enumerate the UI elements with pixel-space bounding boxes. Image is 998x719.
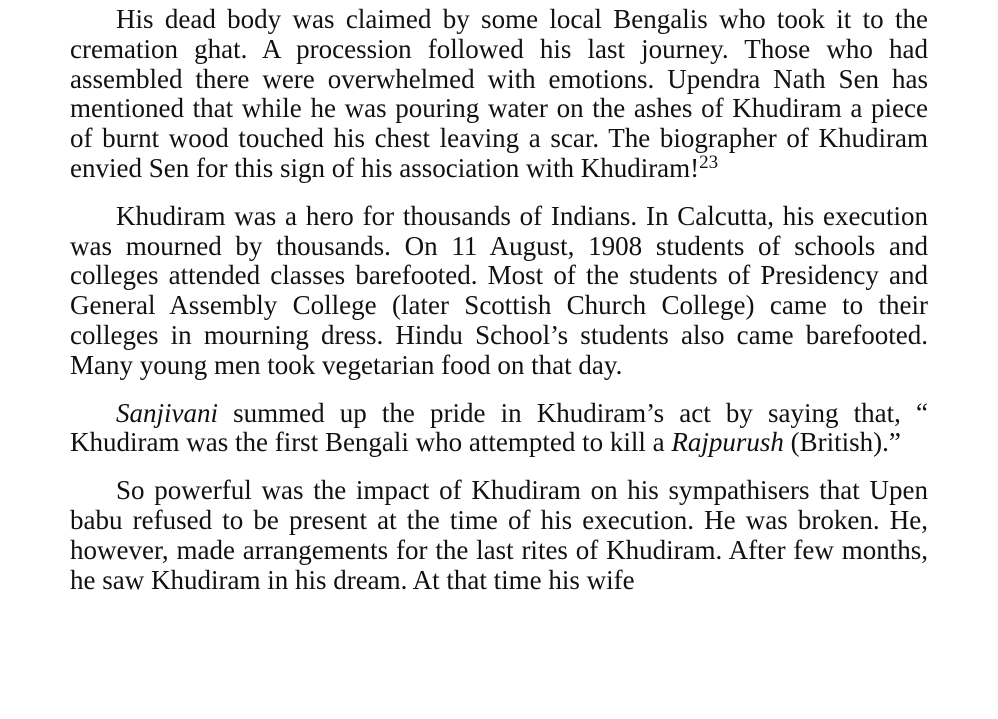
paragraph-text: His dead body was claimed by some local Bengalis who took it to the cremation ghat. A procession followed his last journey. Those who had assembled there were overwhelmed with emotions. Upendra Nath Sen has mentioned that while he was pouring water on the ashes of Khudiram a piece of burnt wood touched his chest leaving a scar. The biographer of Khudiram envied Sen for this sign of his association with Khudiram!: [70, 4, 928, 183]
paragraph-text: So powerful was the impact of Khudiram on his sympathisers that Upen babu refused to be present at the time of his execution. He was broken. He, however, made arrangements for the last rites of Khudiram. After few months, he saw Khudiram in his dream. At that time his wife: [70, 475, 928, 595]
paragraph-text: (British).”: [783, 427, 901, 458]
paragraph-text: summed up the pride in Khudiram’s act by saying that, “ Khudiram was the first Bengali who attempted to kill a: [70, 397, 928, 458]
paragraph-mourning: [70, 202, 928, 381]
paragraph-sanjivani: [70, 399, 928, 459]
paragraph-text: Khudiram was a hero for thousands of Indians. In Calcutta, his execution was mourned by thousands. On 11 August, 1908 students of schools and colleges attended classes barefooted. Most of the students of Presidency and General Assembly College (later Scottish Church College) came to their colleges in mourning dress. Hindu School’s students also came barefooted. Many young men took vegetarian food on that day.: [70, 200, 928, 380]
paragraph-upen-babu: [70, 476, 928, 595]
italic-term: Rajpurush: [671, 427, 784, 458]
paragraph-cremation: [70, 5, 928, 184]
footnote-marker: 23: [699, 151, 719, 173]
publication-title: Sanjivani: [116, 397, 218, 428]
document-page: [70, 5, 928, 595]
